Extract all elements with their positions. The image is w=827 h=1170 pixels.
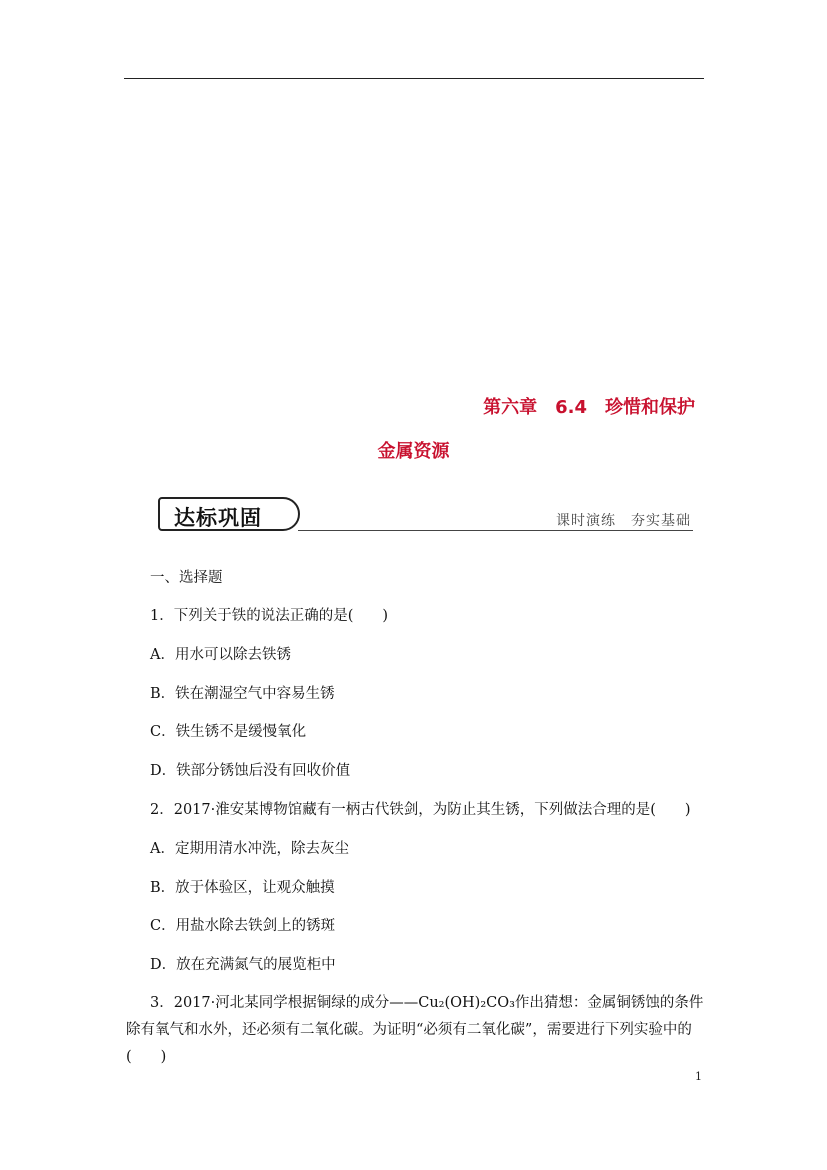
option-c: C．用盐水除去铁剑上的锈斑 — [150, 918, 336, 934]
question-stem: 3．2017·河北某同学根据铜绿的成分——Cu₂(OH)₂CO₃作出猜想：金属铜锈蚀的条件除有氧气和水外，还必须有二氧化碳。为证明“必须有二氧化碳”，需要进行下列实验中的( ) — [126, 995, 704, 1065]
section-heading: 一、选择题 — [150, 570, 223, 586]
option-b: B．放于体验区，让观众触摸 — [150, 880, 335, 896]
option-d: D．放在充满氮气的展览柜中 — [150, 957, 336, 973]
question-stem: 1．下列关于铁的说法正确的是( ) — [150, 608, 389, 624]
option-a: A．定期用清水冲洗，除去灰尘 — [150, 841, 349, 857]
option-b: B．铁在潮湿空气中容易生锈 — [150, 686, 335, 702]
page-title-continued: 金属资源 — [377, 441, 450, 462]
header-rule — [124, 78, 704, 79]
banner-subtitle: 课时演练 夯实基础 — [556, 513, 691, 529]
page-title: 第六章 6.4 珍惜和保护 — [483, 397, 695, 418]
banner-label-box — [158, 497, 300, 531]
option-d: D．铁部分锈蚀后没有回收价值 — [150, 763, 351, 779]
question-stem: 2．2017·淮安某博物馆藏有一柄古代铁剑，为防止其生锈，下列做法合理的是( ) — [150, 802, 691, 818]
section-banner — [158, 497, 693, 535]
banner-label: 达标巩固 — [174, 506, 262, 530]
option-a: A．用水可以除去铁锈 — [150, 647, 291, 663]
page-number: 1 — [695, 1070, 702, 1083]
banner-underline — [298, 530, 693, 531]
option-c: C．铁生锈不是缓慢氧化 — [150, 724, 307, 740]
